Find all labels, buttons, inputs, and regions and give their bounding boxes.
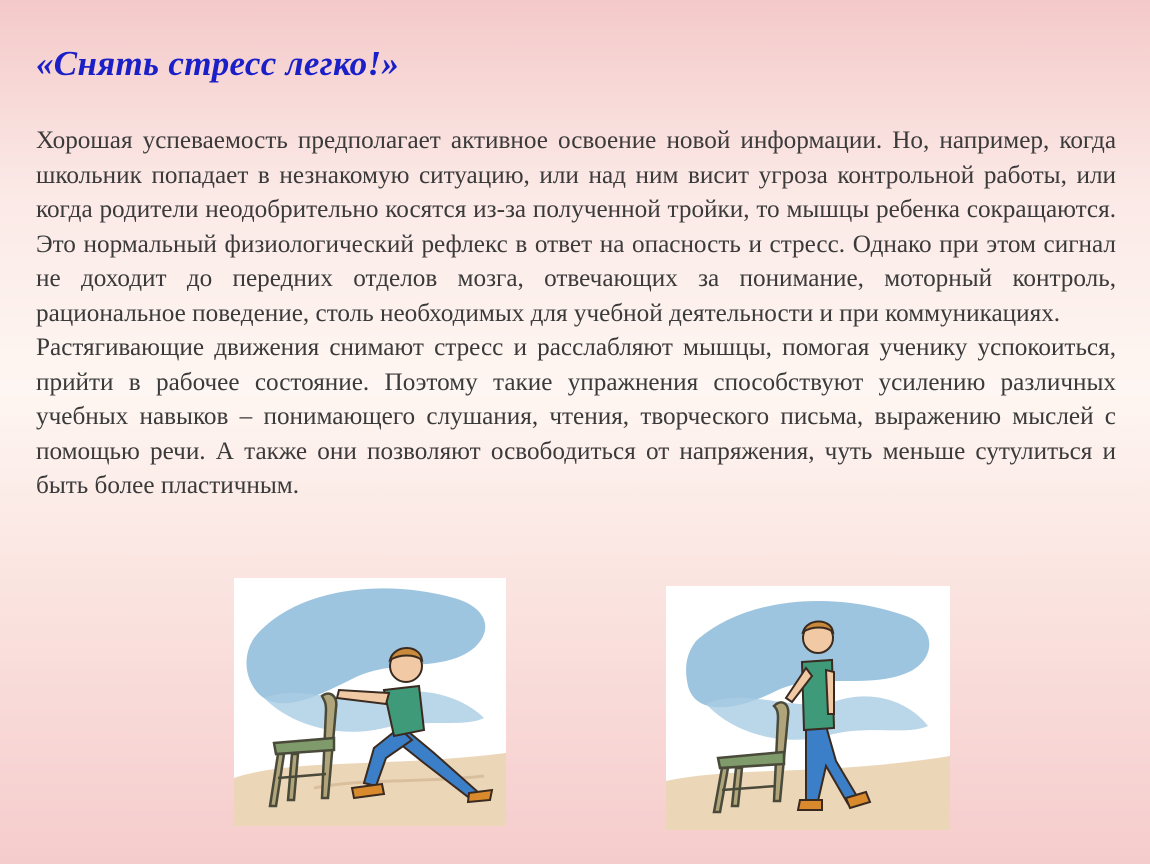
body-text	[36, 124, 1116, 504]
slide-title: «Снять стресс легко!»	[36, 44, 400, 83]
boy-standing-chair-illustration	[666, 586, 950, 830]
boy-standing-chair-icon	[666, 586, 950, 830]
boy-lunge-stretch-icon	[234, 578, 506, 826]
paragraph-2: Растягивающие движения снимают стресс и расслабляют мышцы, помогая ученику успокоиться, прийти в рабочее состояние. Поэтому такие упражнения способствуют усилению различных учебных навыков – понимающего слушания, чтения, творческого письма, выражению мыслей с помощью речи. А также они позволяют освободиться от напряжения, чуть меньше сутулиться и быть более пластичным.	[36, 334, 1116, 499]
boy-lunge-stretch-illustration	[234, 578, 506, 826]
paragraph-1: Хорошая успеваемость предполагает активное освоение новой информации. Но, например, когда школьник попадает в незнакомую ситуацию, или над ним висит угроза контрольной работы, или когда родители неодобрительно косятся из-за полученной тройки, то мышцы ребенка сокращаются. Это нормальный физиологический рефлекс в ответ на опасность и стресс. Однако при этом сигнал не доходит до передних отделов мозга, отвечающих за понимание, моторный контроль, рациональное поведение, столь необходимых для учебной деятельности и при коммуникациях.	[36, 127, 1116, 327]
